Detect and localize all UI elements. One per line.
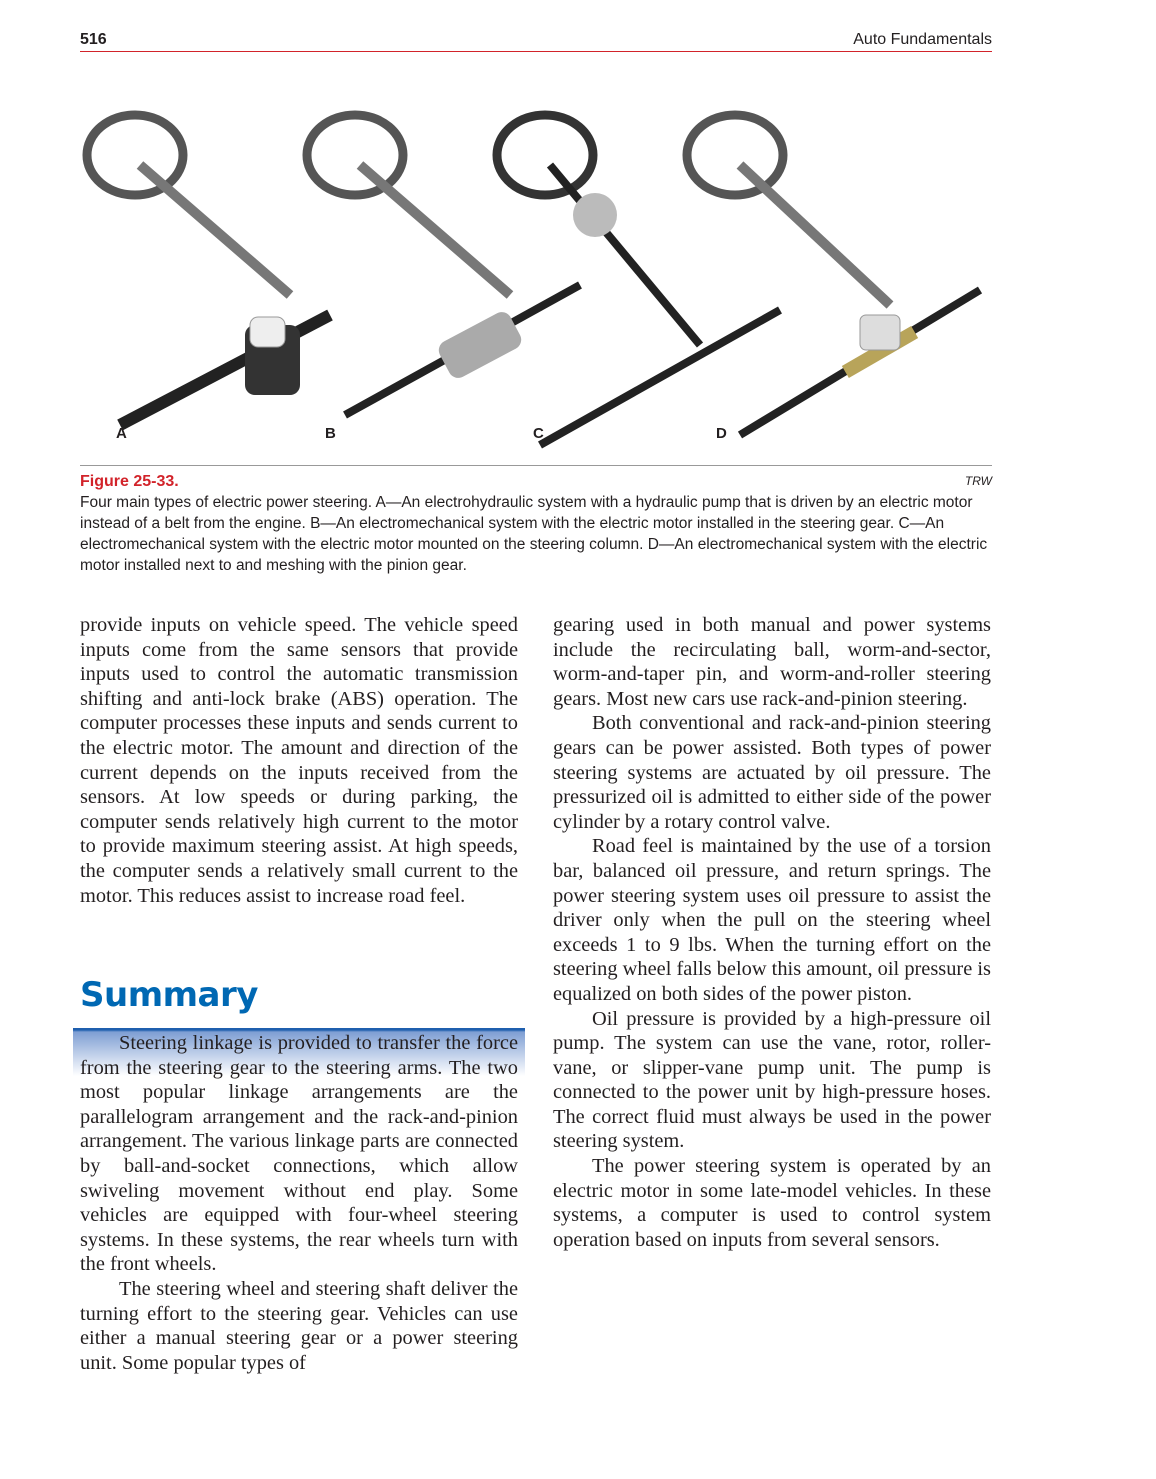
panel-label-a: A [116,425,127,442]
panel-d-illustration [687,115,980,435]
figure-caption [80,471,992,576]
right-column [553,613,991,1252]
running-header [80,31,992,52]
caption-text: Four main types of electric power steering. A—An electrohydraulic system with a hydraulic pump that is driven by an electric motor instead of a belt from the engine. B—An electromechanical system with the electric motor installed in the steering gear. C—An electromechanical system with the electric motor mounted on the steering column. D—An electromechanical system with the electric motor installed next to and meshing with the pinion gear. [80,494,988,574]
panel-b-illustration [307,115,580,415]
page-number: 516 [80,31,107,48]
book-title: Auto Fundamentals [853,31,992,48]
body-paragraph: Road feel is maintained by the use of a torsion bar, balanced oil pressure, and return springs. The power steering system uses oil pressure to assist the driver only when the pull on the steering wheel exceeds 1 to 9 lbs. When the turning effort on the steering wheel falls below this amount, oil pressure is equalized on both sides of the power piston. [553,835,991,1005]
panel-label-d: D [716,425,727,442]
figure-number: Figure 25-33. [80,473,179,490]
figure-divider [80,465,992,466]
body-paragraph: The steering wheel and steering shaft deliver the turning effort to the steering gear. Vehicles can use either a manual steering gear or a power steering unit. Some popular types of [80,1277,518,1374]
figure-image [80,95,992,465]
body-paragraph: Steering linkage is provided to transfer the force from the steering gear to the steering arms. The two most popular linkage arrangements are the parallelogram arrangement and the rack-and-pinion arrangement. The various linkage parts are connected by ball-and-socket connections, which allow swiveling movement without end play. Some vehicles are equipped with four-wheel steering systems. In these systems, the rear wheels turn with the front wheels. [80,1032,518,1276]
left-column [80,613,518,908]
summary-text [80,1031,518,1375]
body-paragraph: provide inputs on vehicle speed. The vehicle speed inputs come from the same sensors that provide inputs used to control the automatic transmission shifting and anti-lock brake (ABS) operation. The computer processes these inputs and sends current to the electric motor. The amount and direction of the current depends on the inputs received from the sensors. At low speeds or during parking, the computer sends relatively high current to the motor to provide maximum steering assist. At high speeds, the computer sends a relatively small current to the motor. This reduces assist to increase road feel. [80,614,518,907]
panel-label-b: B [325,425,336,442]
body-paragraph: gearing used in both manual and power systems include the recirculating ball, worm-and-sector, worm-and-taper pin, and worm-and-roller steering gears. Most new cars use rack-and-pinion steering. [553,614,991,710]
panel-c-illustration [497,115,780,445]
summary-heading: Summary [80,975,258,1015]
panel-a-illustration [87,115,330,425]
body-paragraph: Oil pressure is provided by a high-pressure oil pump. The system can use the vane, rotor, roller-vane, or slipper-vane pump unit. The pump is connected to the power unit by high-pressure hoses. The correct fluid must always be used in the power steering system. [553,1007,991,1153]
body-paragraph: Both conventional and rack-and-pinion steering gears can be power assisted. Both types of power steering systems are actuated by oil pressure. The pressurized oil is admitted to either side of the power cylinder by a rotary control valve. [553,712,991,833]
panel-label-c: C [533,425,544,442]
steering-systems-illustration [80,95,992,465]
body-paragraph: The power steering system is operated by an electric motor in some late-model vehicles. In these systems, a computer is used to control system operation based on inputs from several sensors. [553,1155,991,1251]
figure-credit: TRW [964,474,992,488]
